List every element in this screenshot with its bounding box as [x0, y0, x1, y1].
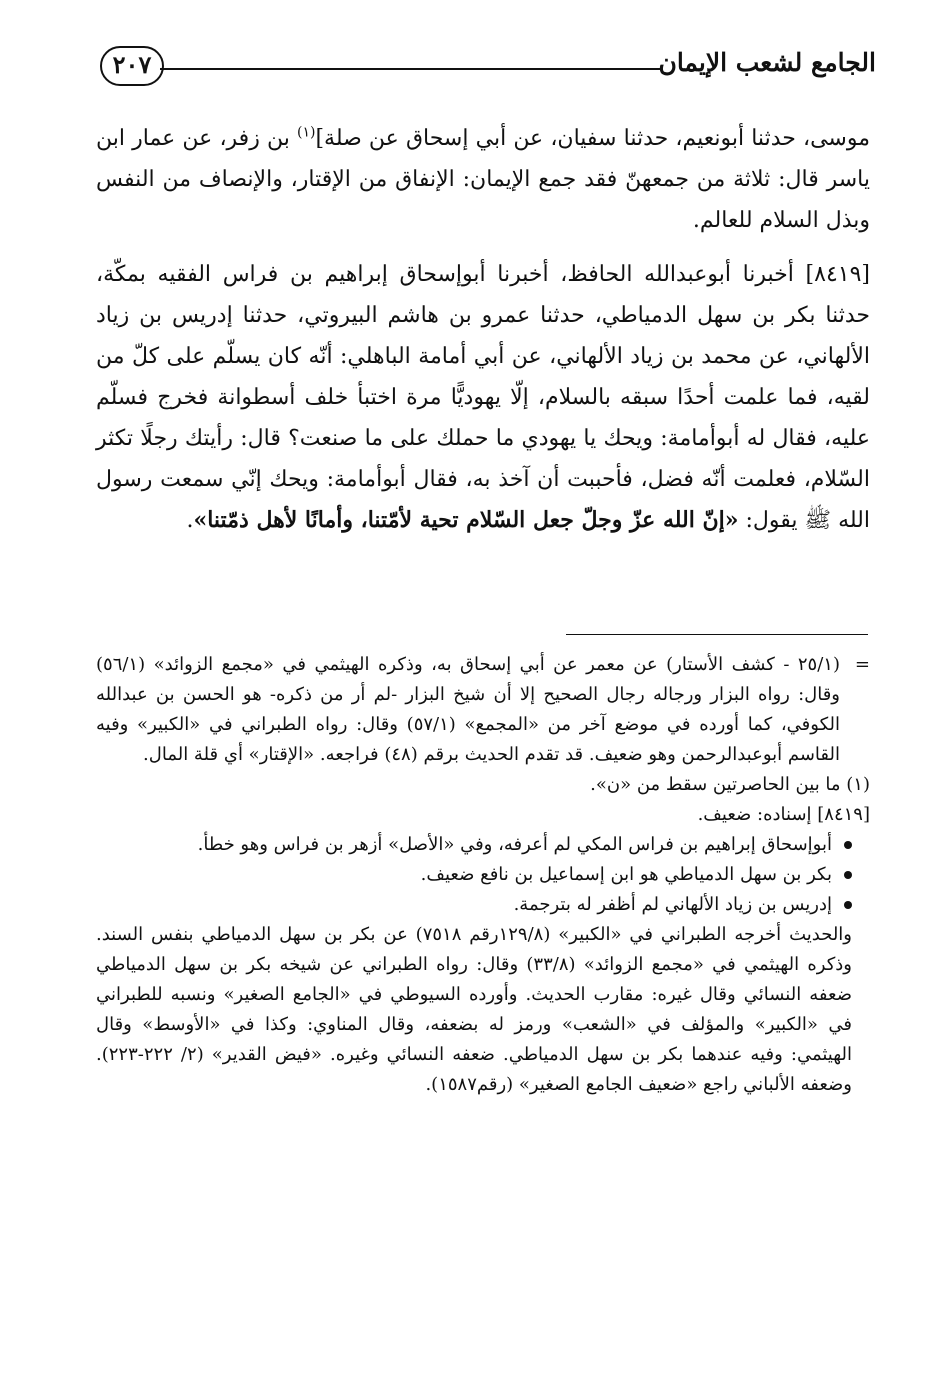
footnote-1: (١) ما بين الحاصرتين سقط من «ن». [590, 774, 870, 795]
list-item: إدريس بن زياد الألهاني لم أظفر له بترجمة. [96, 890, 852, 920]
bullet-icon [844, 841, 852, 849]
footnote-divider [566, 634, 868, 635]
list-item: بكر بن سهل الدمياطي هو ابن إسماعيل بن نافع ضعيف. [96, 860, 852, 890]
page-header [96, 42, 876, 102]
hadith-8419-text: [٨٤١٩] أخبرنا أبوعبدالله الحافظ، أخبرنا أبوإسحاق إبراهيم بن فراس الفقيه بمكّة، حدثنا بكر بن سهل الدمياطي، حدثنا عمرو بن هاشم البيروتي، حدثنا إدريس بن زياد الألهاني، عن محمد بن زياد الألهاني، عن أبي أمامة الباهلي: أنّه كان يسلّم على كلّ من لقيه، فما علمت أحدًا سبقه بالسلام، إلّا يهوديًّا مرة اختبأ خلف أسطوانة فخرج فسلّم عليه، فقال له أبوأمامة: ويحك يا يهودي ما حملك على ما صنعت؟ قال: رأيتك رجلًا تكثر السّلام، فعلمت أنّه فضل، فأحببت أن آخذ به، فقال أبوأمامة: ويحك إنّي سمعت رسول الله ﷺ يقول: [96, 262, 871, 533]
paragraph-1 [96, 118, 870, 241]
footnote-ref-1: (١) [296, 124, 316, 141]
footnote-continuation [96, 650, 870, 770]
hadith-8419-end: . [186, 508, 194, 533]
paragraph-1-part-b: بن زفر، عن عمار ابن ياسر قال: ثلاثة من جمعهنّ فقد جمع الإيمان: الإنفاق من الإقتار، والإنصاف من النفس وبذل السلام للعالم. [96, 126, 870, 233]
page-number: ٢٠٧ [100, 46, 164, 86]
bullet-icon [844, 871, 852, 879]
continuation-marker: = [854, 654, 870, 675]
footnotes [96, 650, 870, 1100]
takhrij-paragraph: والحديث أخرجه الطبراني في «الكبير» (١٢٩/٨رقم ٧٥١٨) عن بكر بن سهل الدمياطي بنفس السند. وذكره الهيثمي في «مجمع الزوائد» (٣٣/٨) وقال: رواه الطبراني عن شيخه بكر بن سهل الدمياطي ضعفه النسائي وقال غيره: مقارب الحديث. وأورده السيوطي في «الجامع الصغير» ونسبه للطبراني في «الكبير» والمؤلف في «الشعب» ورمز له بضعفه، وقال المناوي: وكذا في «الأوسط» وقال الهيثمي: وفيه عندهما بكر بن سهل الدمياطي. ضعفه النسائي وغيره. «فيض القدير» (٢/ ٢٢٢-٢٢٣). وضعفه الألباني راجع «ضعيف الجامع الصغير» (رقم١٥٨٧). [96, 924, 852, 1095]
continuation-text: (٢٥/١ - كشف الأستار) عن معمر عن أبي إسحاق به، وذكره الهيثمي في «مجمع الزوائد» (٥٦/١) وقال: رواه البزار ورجاله رجال الصحيح إلا أن شيخ البزار -لم أر من ذكره- هو الحسن بن عبدالله الكوفي، كما أورده في موضع آخر من «المجمع» (٥٧/١) وقال: رواه الطبراني في «الكبير» وفيه القاسم أبوعبدالرحمن وهو ضعيف. قد تقدم الحديث برقم (٤٨) فراجعه. «الإقتار» أي قلة المال. [96, 654, 841, 765]
isnad-grade: [٨٤١٩] إسناده: ضعيف. [697, 804, 870, 825]
bullet-icon [844, 901, 852, 909]
running-title: الجامع لشعب الإيمان [658, 48, 876, 77]
header-rule [160, 68, 661, 70]
main-text [96, 118, 870, 554]
prophetic-quote: «إنّ الله عزّ وجلّ جعل السّلام تحية لأمّتنا، وأمانًا لأهل ذمّتنا» [193, 507, 739, 533]
hadith-8419 [96, 254, 870, 541]
list-item: أبوإسحاق إبراهيم بن فراس المكي لم أعرفه، وفي «الأصل» أزهر بن فراس وهو خطأ. [96, 830, 852, 860]
narrator-notes [96, 830, 870, 920]
paragraph-1-part-a: موسى، حدثنا أبونعيم، حدثنا سفيان، عن أبي إسحاق عن صلة] [315, 126, 871, 151]
